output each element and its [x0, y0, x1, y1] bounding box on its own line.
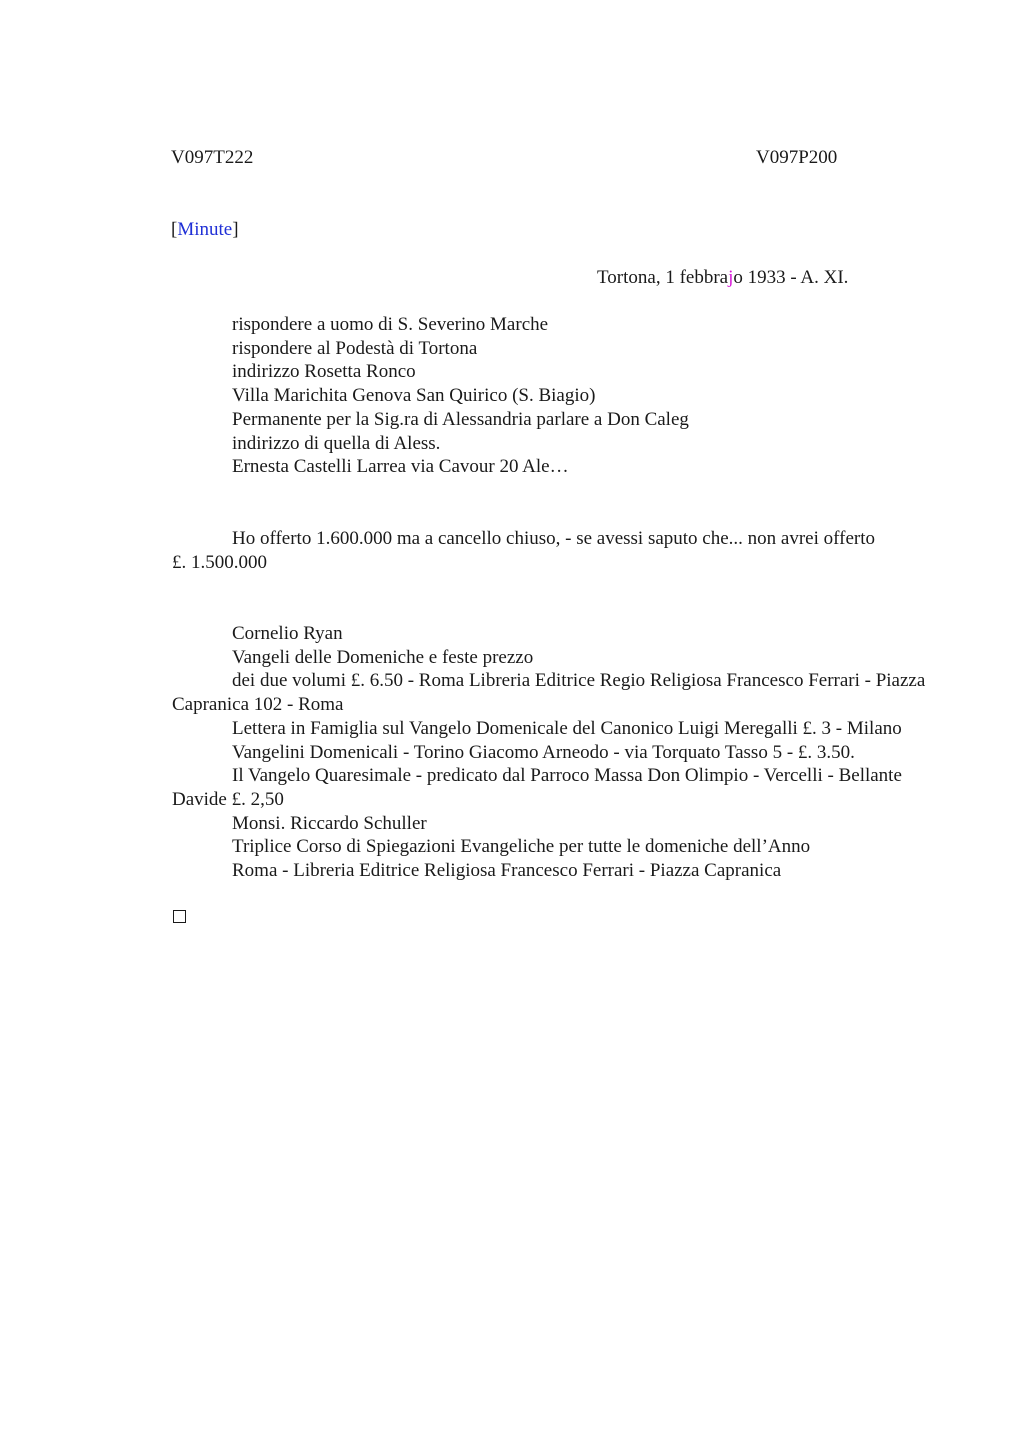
offer-paragraph	[172, 527, 877, 574]
note-line: rispondere al Podestà di Tortona	[232, 337, 478, 359]
book-line: Il Vangelo Quaresimale - predicato dal Parroco Massa Don Olimpio - Vercelli - Bellante Davide £. 2,50	[172, 765, 902, 810]
book-line: Vangeli delle Domeniche e feste prezzo	[232, 646, 534, 668]
note-line: Ernesta Castelli Larrea via Cavour 20 Ale…	[232, 456, 569, 478]
book-line: Triplice Corso di Spiegazioni Evangeliche per tutte le domeniche dell’Anno	[232, 836, 811, 858]
minute-label	[171, 218, 239, 242]
note-line: indirizzo Rosetta Ronco	[232, 361, 416, 383]
minute-close-bracket: ]	[232, 219, 239, 240]
dateline-suffix: o 1933 - A. XI.	[733, 267, 849, 288]
book-line: dei due volumi £. 6.50 - Roma Libreria Editrice Regio Religiosa Francesco Ferrari - Piazza Capranica 102 - Roma	[172, 670, 926, 716]
dateline-prefix: Tortona, 1 febbra	[597, 267, 729, 288]
note-line: Permanente per la Sig.ra di Alessandria parlare a Don Caleg	[232, 408, 689, 430]
dateline	[597, 266, 848, 290]
note-line: indirizzo di quella di Aless.	[232, 432, 441, 454]
notes-list	[172, 313, 932, 479]
book-line: Monsi. Riccardo Schuller	[232, 812, 427, 834]
minute-open-bracket: [	[171, 219, 178, 240]
note-line: rispondere a uomo di S. Severino Marche	[232, 314, 549, 335]
offer-text: Ho offerto 1.600.000 ma a cancello chiuso, - se avessi saputo che... non avrei offerto £. 1.500.000	[172, 528, 875, 573]
header-right-code: V097P200	[756, 147, 838, 168]
minute-link[interactable]: Minute	[177, 219, 233, 240]
header-left-code: V097T222	[171, 147, 254, 168]
note-line: Villa Marichita Genova San Quirico (S. Biagio)	[232, 385, 596, 407]
book-line: Vangelini Domenicali - Torino Giacomo Arneodo - via Torquato Tasso 5 - £. 3.50.	[232, 741, 855, 763]
dateline-highlight: j	[728, 267, 734, 288]
book-line: Roma - Libreria Editrice Religiosa Francesco Ferrari - Piazza Capranica	[232, 860, 782, 882]
book-line: Lettera in Famiglia sul Vangelo Domenicale del Canonico Luigi Meregalli £. 3 - Milano	[232, 717, 902, 739]
books-list	[172, 622, 932, 883]
book-line: Cornelio Ryan	[232, 623, 343, 644]
empty-checkbox[interactable]	[173, 910, 186, 923]
